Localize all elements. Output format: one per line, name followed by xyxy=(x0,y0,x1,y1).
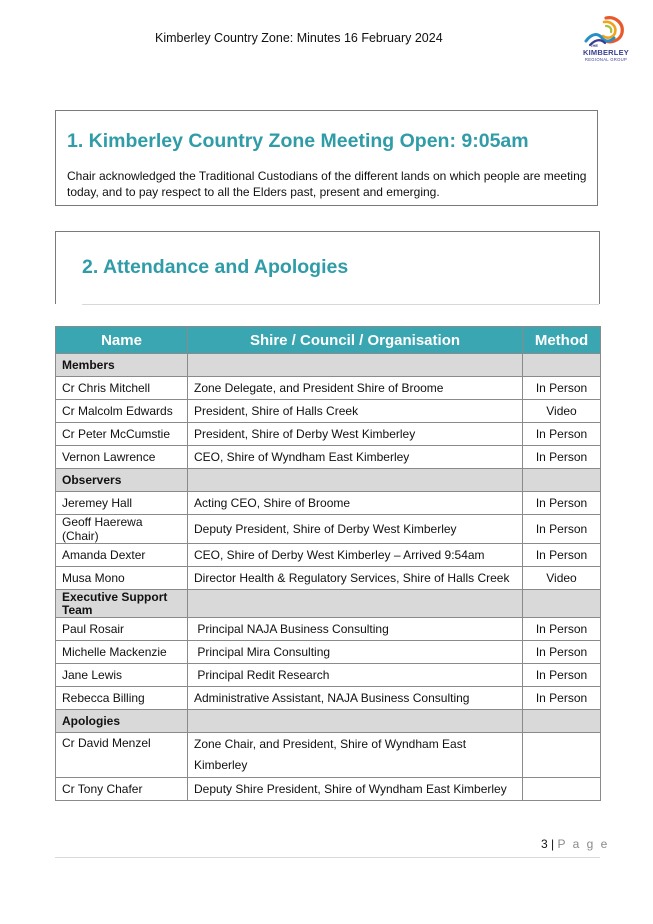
table-row xyxy=(56,544,601,567)
attendee-method: In Person xyxy=(523,377,601,400)
attendee-organisation: CEO, Shire of Wyndham East Kimberley xyxy=(188,446,523,469)
group-row-apologies xyxy=(56,710,601,733)
attendee-organisation: Deputy President, Shire of Derby West Kimberley xyxy=(188,515,523,544)
attendee-organisation: CEO, Shire of Derby West Kimberley – Arrived 9:54am xyxy=(188,544,523,567)
column-header-method: Method xyxy=(523,327,601,354)
table-row xyxy=(56,515,601,544)
attendee-method: In Person xyxy=(523,446,601,469)
attendee-name: Rebecca Billing xyxy=(56,687,188,710)
table-row xyxy=(56,778,601,801)
attendee-name: Michelle Mackenzie xyxy=(56,641,188,664)
attendee-organisation: Administrative Assistant, NAJA Business Consulting xyxy=(188,687,523,710)
attendee-organisation: Zone Delegate, and President Shire of Broome xyxy=(188,377,523,400)
attendee-method: In Person xyxy=(523,641,601,664)
attendee-organisation: President, Shire of Derby West Kimberley xyxy=(188,423,523,446)
group-row-observers xyxy=(56,469,601,492)
table-row xyxy=(56,400,601,423)
section-1-body: Chair acknowledged the Traditional Custodians of the different lands on which people are meeting today, and to pay respect to all the Elders past, present and emerging. xyxy=(67,169,587,199)
group-label: Members xyxy=(56,354,188,377)
attendee-name: Cr Tony Chafer xyxy=(56,778,188,801)
attendee-organisation: Principal Mira Consulting xyxy=(188,641,523,664)
attendee-method: In Person xyxy=(523,492,601,515)
column-header-name: Name xyxy=(56,327,188,354)
attendee-method: In Person xyxy=(523,664,601,687)
section-meeting-open xyxy=(55,110,598,206)
section-1-heading: 1. Kimberley Country Zone Meeting Open: 9:05am xyxy=(67,130,529,152)
attendee-name: Cr Peter McCumstie xyxy=(56,423,188,446)
attendee-name: Geoff Haerewa (Chair) xyxy=(56,515,188,544)
attendee-method: In Person xyxy=(523,544,601,567)
attendee-organisation: Director Health & Regulatory Services, Shire of Halls Creek xyxy=(188,567,523,590)
section-2-heading: 2. Attendance and Apologies xyxy=(82,256,349,278)
kimberley-regional-group-logo xyxy=(582,14,630,70)
attendee-name: Jane Lewis xyxy=(56,664,188,687)
logo-name-text: KIMBERLEY xyxy=(583,48,629,57)
attendee-name: Cr Malcolm Edwards xyxy=(56,400,188,423)
section-attendance xyxy=(55,231,600,304)
table-header-row xyxy=(56,327,601,354)
attendee-method xyxy=(523,778,601,801)
page-number-separator: | xyxy=(551,837,555,851)
logo-sub-text: REGIONAL GROUP xyxy=(584,57,628,62)
attendee-name: Cr David Menzel xyxy=(56,733,188,778)
logo-the-text: THE xyxy=(590,43,598,48)
section-2-underline xyxy=(82,304,599,305)
attendee-method: Video xyxy=(523,400,601,423)
attendee-method: In Person xyxy=(523,687,601,710)
attendee-organisation: Acting CEO, Shire of Broome xyxy=(188,492,523,515)
table-row xyxy=(56,423,601,446)
page-number xyxy=(541,837,609,851)
table-row xyxy=(56,641,601,664)
attendee-name: Amanda Dexter xyxy=(56,544,188,567)
attendee-method: Video xyxy=(523,567,601,590)
attendee-organisation: Deputy Shire President, Shire of Wyndham East Kimberley xyxy=(188,778,523,801)
table-row xyxy=(56,733,601,778)
attendee-name: Cr Chris Mitchell xyxy=(56,377,188,400)
column-header-organisation: Shire / Council / Organisation xyxy=(188,327,523,354)
group-row-members xyxy=(56,354,601,377)
table-row xyxy=(56,446,601,469)
footer-divider xyxy=(55,857,600,858)
attendee-organisation: Principal Redit Research xyxy=(188,664,523,687)
page-number-value: 3 xyxy=(541,837,548,851)
attendance-table xyxy=(55,326,601,801)
table-row xyxy=(56,618,601,641)
attendee-organisation: Principal NAJA Business Consulting xyxy=(188,618,523,641)
attendee-method: In Person xyxy=(523,618,601,641)
group-label: Observers xyxy=(56,469,188,492)
document-title: Kimberley Country Zone: Minutes 16 February 2024 xyxy=(155,31,443,45)
attendee-organisation: President, Shire of Halls Creek xyxy=(188,400,523,423)
attendee-method: In Person xyxy=(523,515,601,544)
group-label: Executive Support Team xyxy=(56,590,188,618)
group-row-executive-support xyxy=(56,590,601,618)
table-row xyxy=(56,687,601,710)
table-row xyxy=(56,664,601,687)
attendee-organisation: Zone Chair, and President, Shire of Wyndham East Kimberley xyxy=(188,733,523,778)
table-row xyxy=(56,492,601,515)
table-row xyxy=(56,567,601,590)
attendee-name: Musa Mono xyxy=(56,567,188,590)
group-label: Apologies xyxy=(56,710,188,733)
attendee-name: Paul Rosair xyxy=(56,618,188,641)
attendee-method xyxy=(523,733,601,778)
page-label: P a g e xyxy=(557,837,610,851)
attendee-method: In Person xyxy=(523,423,601,446)
attendee-name: Jeremey Hall xyxy=(56,492,188,515)
table-row xyxy=(56,377,601,400)
attendee-name: Vernon Lawrence xyxy=(56,446,188,469)
